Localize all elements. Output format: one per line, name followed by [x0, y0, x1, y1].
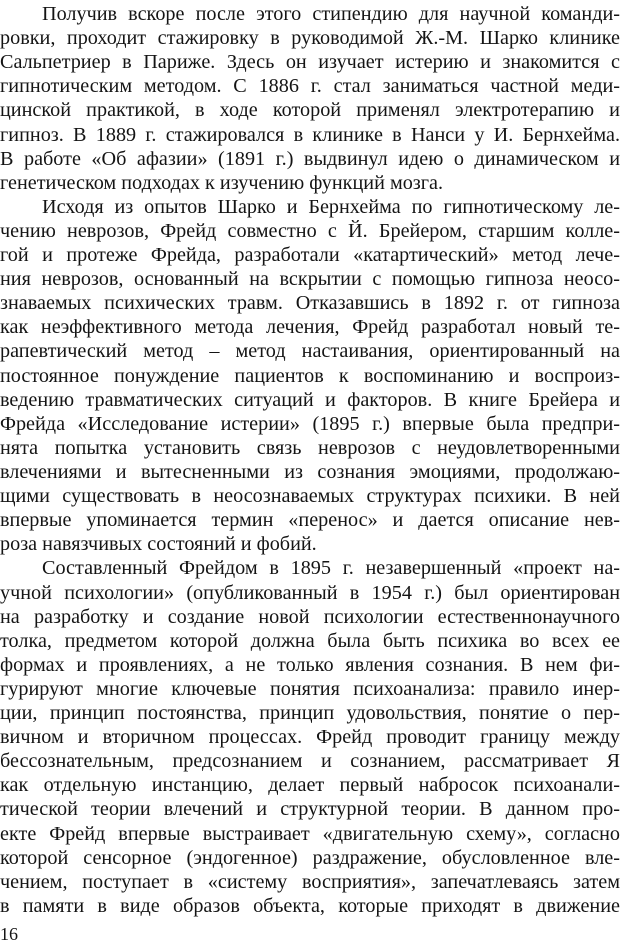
- text-line: как отдельную инстанцию, делает первый набросок психоанали-: [0, 774, 620, 797]
- text-line: знаваемых психических травм. Отказавшись в 1892 г. от гипноза: [0, 292, 620, 315]
- text-line: ции, принцип постоянства, принцип удовольствия, понятие о пер-: [0, 702, 620, 725]
- text-line: в памяти в виде образов объекта, которые приходят в движение: [0, 894, 620, 917]
- text-line: на разработку и создание новой психологии естественнонаучного: [0, 605, 620, 628]
- text-line: цинской практикой, в ходе которой применял электротерапию и: [0, 99, 620, 122]
- text-line: постоянное понуждение пациентов к воспоминанию и воспроиз-: [0, 364, 620, 387]
- text-line: учной психологии» (опубликованный в 1954 г.) был ориентирован: [0, 581, 620, 604]
- text-line: ния неврозов, основанный на вскрытии с помощью гипноза неосо-: [0, 268, 620, 291]
- text-line: бессознательным, предсознанием и сознанием, рассматривает Я: [0, 750, 620, 773]
- text-line: Получив вскоре после этого стипендию для научной команди-: [42, 3, 620, 25]
- text-line: екте Фрейд впервые выстраивает «двигательную схему», согласно: [0, 822, 620, 845]
- text-line: генетическом подходах к изучению функций мозга.: [0, 171, 444, 194]
- text-line: Исходя из опытов Шарко и Бернхейма по гипнотическому ле-: [42, 195, 620, 218]
- text-line: как неэффективного метода лечения, Фрейд разработал новый те-: [0, 316, 620, 339]
- text-line: чением, поступает в «систему восприятия», запечатлеваясь затем: [0, 870, 620, 893]
- text-line: гипноз. В 1889 г. стажировался в клинике в Нанси у И. Бернхейма.: [0, 123, 620, 146]
- text-line: впервые упоминается термин «перенос» и дается описание нев-: [0, 509, 620, 532]
- text-line: влечениями и вытесненными из сознания эмоциями, продолжаю-: [0, 461, 620, 483]
- text-line: гипнотическим методом. С 1886 г. стал заниматься частной меди-: [0, 75, 620, 98]
- text-line: ведению травматических ситуаций и факторов. В книге Брейера и: [0, 388, 620, 411]
- text-line: Составленный Фрейдом в 1895 г. незавершенный «проект на-: [42, 557, 620, 580]
- text-line: роза навязчивых состояний и фобий.: [0, 533, 317, 556]
- text-line: тической теории влечений и структурной теории. В данном про-: [0, 798, 620, 821]
- text-line: гой и протеже Фрейда, разработали «катартический» метод лече-: [0, 244, 620, 267]
- text-line: толка, предметом которой должна была быть психика во всех ее: [0, 629, 620, 652]
- text-line: формах и проявлениях, а не только явления сознания. В нем фи-: [0, 653, 620, 676]
- text-line: щими существовать в неосознаваемых структурах психики. В ней: [0, 485, 620, 508]
- text-line: гурируют многие ключевые понятия психоанализа: правило инер-: [0, 677, 620, 700]
- text-line: рапевтический метод – метод настаивания, ориентированный на: [0, 340, 620, 363]
- text-line: которой сенсорное (эндогенное) раздражение, обусловленное вле-: [0, 846, 620, 869]
- text-line: В работе «Об афазии» (1891 г.) выдвинул идею о динамическом и: [0, 147, 620, 170]
- text-line: вичном и вторичном процессах. Фрейд проводит границу между: [0, 726, 620, 749]
- page-number: 16: [0, 924, 18, 944]
- text-line: ровки, проходит стажировку в руководимой Ж.-М. Шарко клинике: [0, 27, 620, 50]
- text-line: чению неврозов, Фрейд совместно с Й. Брейером, старшим колле-: [0, 219, 620, 242]
- text-line: нята попытка установить связь неврозов с неудовлетворенными: [0, 436, 620, 459]
- text-line: Сальпетриер в Париже. Здесь он изучает истерию и знакомится с: [0, 51, 620, 74]
- text-line: Фрейда «Исследование истерии» (1895 г.) впервые была предпри-: [0, 412, 620, 435]
